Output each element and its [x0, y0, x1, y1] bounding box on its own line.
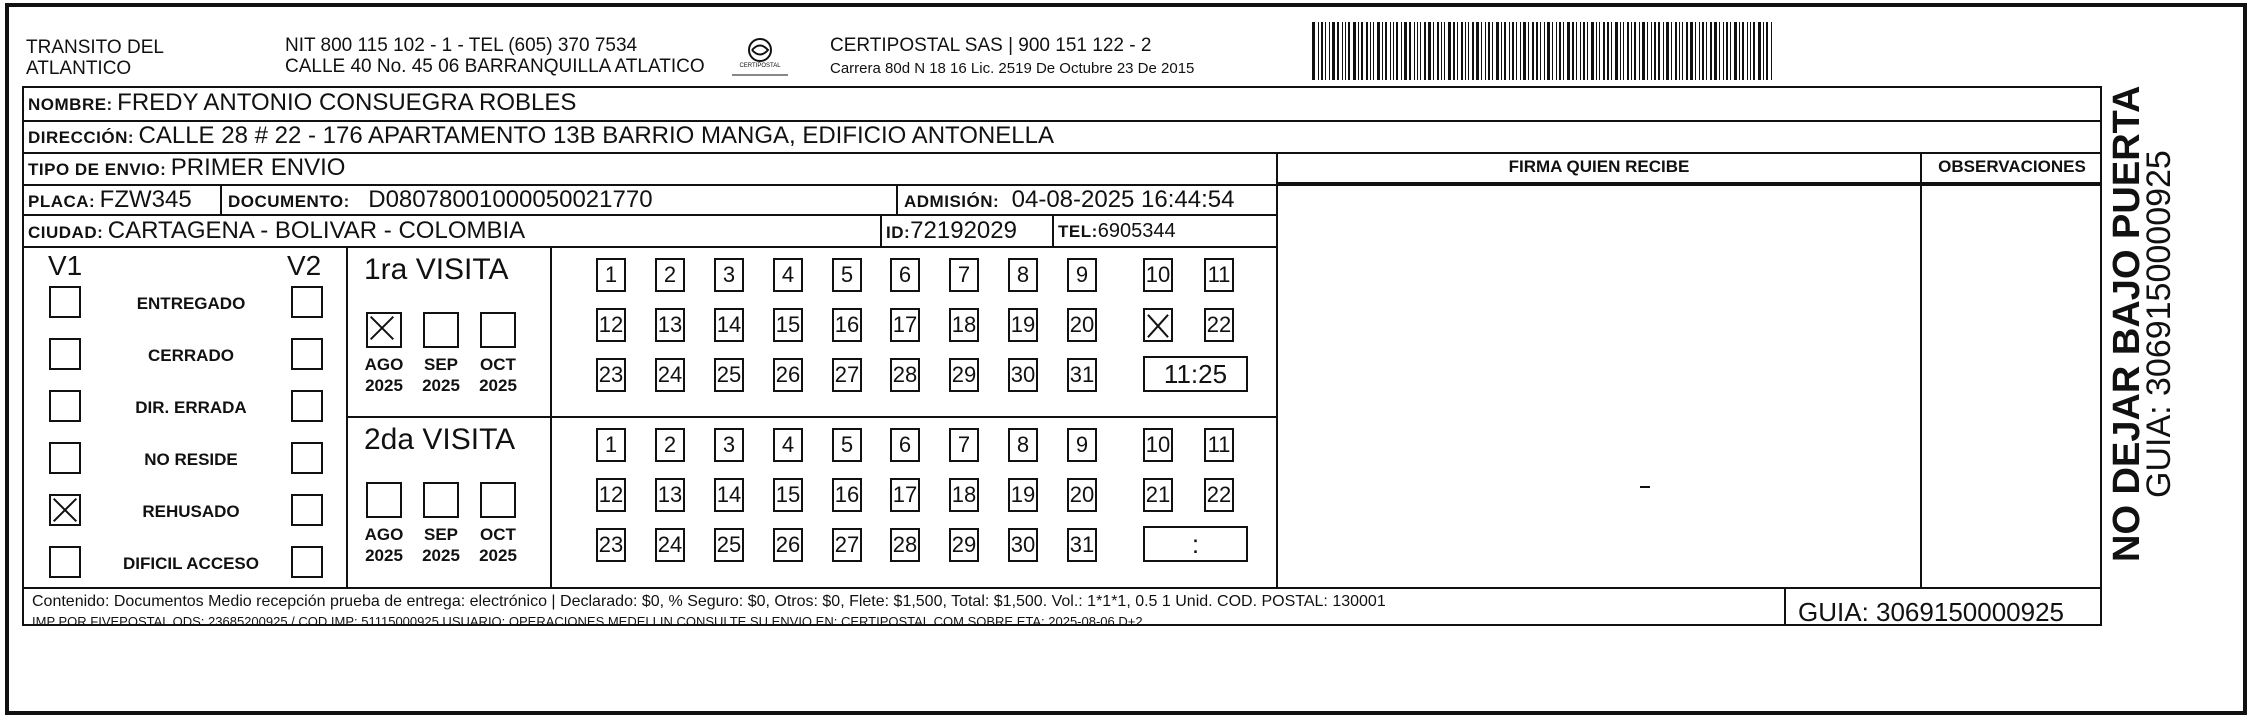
barcode-bar	[1651, 22, 1652, 80]
barcode-bar	[1528, 22, 1529, 80]
logo-text: CERTIPOSTAL	[739, 63, 781, 69]
month-caption	[354, 524, 414, 566]
day-box-27[interactable]: 27	[832, 528, 862, 562]
placa-value: FZW345	[99, 186, 192, 213]
day-box-30[interactable]: 30	[1008, 528, 1038, 562]
year-label: 2025	[365, 546, 403, 565]
v2-checkbox-no-reside[interactable]	[291, 442, 323, 474]
day-box-14[interactable]: 14	[714, 308, 744, 342]
barcode-bar	[1753, 22, 1755, 80]
day-box-21[interactable]	[1143, 308, 1173, 342]
v1-checkbox-entregado[interactable]	[49, 286, 81, 318]
day-box-19[interactable]: 19	[1008, 308, 1038, 342]
row-divider	[22, 587, 2102, 589]
day-box-23[interactable]: 23	[596, 358, 626, 392]
day-box-6[interactable]: 6	[890, 428, 920, 462]
day-box-30[interactable]: 30	[1008, 358, 1038, 392]
footer-print-info: IMP POR FIVEPOSTAL ODS: 23685200925 / COD.IMP: 51115000925 USUARIO: OPERACIONES MEDELLIN CONSULTE SU ENVIO EN: CERTIPOSTAL.COM SOBRE ETA: 2025-08-06 D+2	[32, 614, 1143, 629]
barcode-bar	[1666, 22, 1669, 80]
barcode-bar	[1401, 22, 1402, 80]
side-warning: NO DEJAR BAJO PUERTA	[2106, 85, 2148, 562]
barcode-bar	[1563, 22, 1564, 80]
barcode-bar	[1556, 22, 1557, 80]
barcode-bar	[1726, 22, 1728, 80]
month-label: SEP	[423, 355, 459, 374]
barcode-bar	[1706, 22, 1707, 80]
day-box-15[interactable]: 15	[773, 308, 803, 342]
barcode-bar	[1428, 22, 1431, 80]
barcode-bar	[1457, 22, 1458, 80]
day-box-29[interactable]: 29	[949, 528, 979, 562]
day-box-5[interactable]: 5	[832, 258, 862, 292]
v1-checkbox-dificil-acceso[interactable]	[49, 546, 81, 578]
day-box-1[interactable]: 1	[596, 428, 626, 462]
day-box-25[interactable]: 25	[714, 528, 744, 562]
day-box-24[interactable]: 24	[655, 528, 685, 562]
v1-checkbox-no-reside[interactable]	[49, 442, 81, 474]
barcode-bar	[1596, 22, 1597, 80]
barcode-bar	[1766, 22, 1768, 80]
tel-label: TEL:	[1058, 222, 1098, 241]
barcode-bar	[1396, 22, 1398, 80]
firma-header: FIRMA QUIEN RECIBE	[1508, 157, 1690, 176]
day-box-10[interactable]: 10	[1143, 258, 1173, 292]
barcode-bar	[1342, 22, 1343, 80]
barcode-bar	[1647, 22, 1648, 80]
barcode-bar	[1642, 22, 1645, 80]
day-box-17[interactable]: 17	[890, 478, 920, 512]
barcode-bar	[1377, 22, 1380, 80]
barcode-bar	[1433, 22, 1434, 80]
year-label: 2025	[479, 376, 517, 395]
day-box-3[interactable]: 3	[714, 428, 744, 462]
day-box-20[interactable]: 20	[1067, 308, 1097, 342]
col-divider	[1920, 152, 1922, 587]
status-option-label: NO RESIDE	[144, 450, 238, 469]
id-cell	[886, 216, 1017, 249]
footer-contents: Contenido: Documentos Medio recepción prueba de entrega: electrónico | Declarado: $0, % Seguro: $0, Otros: $0, Flete: $1,500, Total: $1,500. Vol.: 1*1*1, 0.5 1 Unid. COD. POSTAL: 130001	[32, 593, 1386, 610]
barcode-bar	[1312, 22, 1315, 80]
org-line-1: TRANSITO DEL	[26, 37, 164, 58]
v1-header: V1	[48, 250, 83, 281]
barcode-bar	[1675, 22, 1677, 80]
col-divider	[1052, 214, 1054, 246]
barcode-bar	[1654, 22, 1656, 80]
day-box-7[interactable]: 7	[949, 258, 979, 292]
day-box-17[interactable]: 17	[890, 308, 920, 342]
tipo-label: TIPO DE ENVIO:	[28, 160, 167, 179]
nombre-value: FREDY ANTONIO CONSUEGRA ROBLES	[117, 89, 577, 116]
barcode-bar	[1658, 22, 1660, 80]
month-caption	[354, 354, 414, 396]
v1-checkbox-cerrado[interactable]	[49, 338, 81, 370]
year-label: 2025	[479, 546, 517, 565]
barcode-bar	[1747, 22, 1748, 80]
year-label: 2025	[422, 376, 460, 395]
day-box-10[interactable]: 10	[1143, 428, 1173, 462]
barcode-bar	[1488, 22, 1490, 80]
day-box-16[interactable]: 16	[832, 478, 862, 512]
tipo-value: PRIMER ENVIO	[170, 154, 346, 181]
barcode-bar	[1414, 22, 1415, 80]
day-box-22[interactable]: 22	[1204, 308, 1234, 342]
barcode-bar	[1623, 22, 1624, 80]
day-box-12[interactable]: 12	[596, 308, 626, 342]
barcode-bar	[1417, 22, 1418, 80]
day-box-2[interactable]: 2	[655, 258, 685, 292]
nombre-label: NOMBRE:	[28, 95, 113, 114]
day-box-4[interactable]: 4	[773, 428, 803, 462]
barcode-bar	[1536, 22, 1538, 80]
nombre-row	[28, 88, 576, 121]
barcode-bar	[1382, 22, 1383, 80]
v1-checkbox-dir-errada[interactable]	[49, 390, 81, 422]
placa-label: PLACA:	[28, 192, 96, 211]
barcode-bar	[1441, 22, 1442, 80]
day-box-28[interactable]: 28	[890, 528, 920, 562]
barcode-bar	[1370, 22, 1371, 80]
barcode-bar	[1599, 22, 1600, 80]
barcode-bar	[1587, 22, 1588, 80]
month-caption	[411, 354, 471, 396]
day-box-24[interactable]: 24	[655, 358, 685, 392]
barcode-bar	[1607, 22, 1609, 80]
day-box-15[interactable]: 15	[773, 478, 803, 512]
observaciones-header: OBSERVACIONES	[1938, 157, 2086, 176]
barcode-bar	[1634, 22, 1636, 80]
visit-time[interactable]: 11:25	[1143, 356, 1248, 392]
barcode-bar	[1611, 22, 1612, 80]
placa-cell	[28, 185, 192, 218]
visit-time[interactable]: :	[1143, 526, 1248, 562]
barcode-bar	[1465, 22, 1466, 80]
barcode-bar	[1639, 22, 1640, 80]
barcode-bar	[1393, 22, 1394, 80]
barcode-bar	[1496, 22, 1499, 80]
barcode-bar	[1758, 22, 1761, 80]
col-divider	[1276, 152, 1278, 587]
barcode-bar	[1699, 22, 1700, 80]
barcode-bar	[1373, 22, 1374, 80]
org-name	[26, 37, 164, 79]
admision-value: 04-08-2025 16:44:54	[1011, 186, 1235, 213]
month-label: OCT	[480, 525, 516, 544]
day-box-11[interactable]: 11	[1204, 258, 1234, 292]
barcode-bar	[1750, 22, 1751, 80]
barcode-bar	[1739, 22, 1740, 80]
tel-value: 6905344	[1097, 220, 1176, 242]
status-option-label: REHUSADO	[142, 502, 240, 521]
day-box-31[interactable]: 31	[1067, 358, 1097, 392]
barcode-bar	[1552, 22, 1553, 80]
day-box-26[interactable]: 26	[773, 528, 803, 562]
v2-checkbox-cerrado[interactable]	[291, 338, 323, 370]
v2-checkbox-dificil-acceso[interactable]	[291, 546, 323, 578]
direccion-value: CALLE 28 # 22 - 176 APARTAMENTO 13B BARRIO MANGA, EDIFICIO ANTONELLA	[138, 122, 1054, 149]
barcode-bar	[1444, 22, 1445, 80]
barcode-bar	[1437, 22, 1439, 80]
barcode-bar	[1686, 22, 1688, 80]
day-box-12[interactable]: 12	[596, 478, 626, 512]
address-line: CALLE 40 No. 45 06 BARRANQUILLA ATLATICO	[285, 56, 705, 77]
month-checkbox-sep[interactable]	[423, 312, 459, 348]
day-box-27[interactable]: 27	[832, 358, 862, 392]
barcode-bar	[1690, 22, 1693, 80]
day-box-14[interactable]: 14	[714, 478, 744, 512]
day-box-23[interactable]: 23	[596, 528, 626, 562]
barcode-bar	[1321, 22, 1323, 80]
day-box-8[interactable]: 8	[1008, 428, 1038, 462]
barcode-bar	[1723, 22, 1724, 80]
barcode-bar	[1504, 22, 1506, 80]
barcode-bar	[1719, 22, 1720, 80]
direccion-label: DIRECCIÓN:	[28, 128, 135, 147]
barcode-bar	[1631, 22, 1632, 80]
day-box-9[interactable]: 9	[1067, 428, 1097, 462]
day-box-8[interactable]: 8	[1008, 258, 1038, 292]
day-box-13[interactable]: 13	[655, 308, 685, 342]
month-checkbox-sep[interactable]	[423, 482, 459, 518]
direccion-row	[28, 121, 1054, 154]
barcode-bar	[1695, 22, 1696, 80]
day-box-11[interactable]: 11	[1204, 428, 1234, 462]
day-box-9[interactable]: 9	[1067, 258, 1097, 292]
barcode-bar	[1734, 22, 1737, 80]
month-checkbox-ago[interactable]	[366, 312, 402, 348]
barcode-bar	[1409, 22, 1411, 80]
tipo-row	[28, 153, 345, 186]
barcode-bar	[1461, 22, 1463, 80]
barcode-bar	[1390, 22, 1391, 80]
col-divider	[220, 184, 222, 214]
barcode-bar	[1771, 22, 1772, 80]
barcode-bar	[1591, 22, 1594, 80]
certipostal-logo	[730, 35, 790, 79]
barcode-bar	[1492, 22, 1493, 80]
col-divider	[1784, 587, 1786, 626]
barcode-bar	[1332, 22, 1335, 80]
barcode-bar	[1520, 22, 1521, 80]
barcode	[1312, 22, 1940, 80]
id-value: 72192029	[910, 217, 1017, 244]
barcode-bar	[1523, 22, 1526, 80]
day-box-5[interactable]: 5	[832, 428, 862, 462]
barcode-bar	[1559, 22, 1561, 80]
month-caption	[468, 354, 528, 396]
visit-title: 2da VISITA	[364, 423, 516, 456]
barcode-bar	[1679, 22, 1680, 80]
barcode-bar	[1763, 22, 1764, 80]
day-box-25[interactable]: 25	[714, 358, 744, 392]
barcode-bar	[1671, 22, 1672, 80]
barcode-bar	[1329, 22, 1330, 80]
day-box-16[interactable]: 16	[832, 308, 862, 342]
documento-value: D08078001000050021770	[368, 186, 653, 213]
barcode-bar	[1385, 22, 1387, 80]
month-checkbox-oct[interactable]	[480, 312, 516, 348]
ciudad-cell	[28, 216, 525, 249]
day-box-18[interactable]: 18	[949, 308, 979, 342]
day-box-1[interactable]: 1	[596, 258, 626, 292]
day-box-22[interactable]: 22	[1204, 478, 1234, 512]
day-box-4[interactable]: 4	[773, 258, 803, 292]
status-option-label: ENTREGADO	[136, 294, 246, 313]
day-box-31[interactable]: 31	[1067, 528, 1097, 562]
barcode-bar	[1567, 22, 1570, 80]
barcode-bar	[1742, 22, 1744, 80]
barcode-bar	[1702, 22, 1704, 80]
barcode-bar	[1472, 22, 1474, 80]
barcode-bar	[1476, 22, 1479, 80]
day-box-18[interactable]: 18	[949, 478, 979, 512]
footer-guia: GUIA: 3069150000925	[1798, 597, 2064, 627]
month-label: SEP	[423, 525, 459, 544]
barcode-bar	[1404, 22, 1407, 80]
barcode-bar	[1361, 22, 1363, 80]
barcode-bar	[1448, 22, 1451, 80]
admision-cell	[904, 185, 1234, 218]
day-box-2[interactable]: 2	[655, 428, 685, 462]
status-option-label: DIR. ERRADA	[135, 398, 247, 417]
day-box-7[interactable]: 7	[949, 428, 979, 462]
barcode-bar	[1509, 22, 1510, 80]
visit-title: 1ra VISITA	[364, 253, 509, 286]
id-label: ID:	[886, 223, 911, 242]
barcode-bar	[1318, 22, 1319, 80]
day-box-6[interactable]: 6	[890, 258, 920, 292]
col-divider	[880, 214, 882, 246]
carrier-license: Carrera 80d N 18 16 Lic. 2519 De Octubre 23 De 2015	[830, 60, 1195, 77]
documento-cell	[228, 185, 653, 218]
side-guia: GUIA: 3069150000925	[2140, 150, 2178, 498]
barcode-bar	[1714, 22, 1717, 80]
month-checkbox-ago[interactable]	[366, 482, 402, 518]
barcode-bar	[1730, 22, 1731, 80]
barcode-bar	[1468, 22, 1469, 80]
barcode-bar	[1358, 22, 1359, 80]
status-option-label: DIFICIL ACCESO	[122, 554, 259, 573]
month-caption	[411, 524, 471, 566]
day-box-13[interactable]: 13	[655, 478, 685, 512]
month-checkbox-oct[interactable]	[480, 482, 516, 518]
month-label: AGO	[364, 525, 404, 544]
month-caption	[468, 524, 528, 566]
barcode-bar	[1366, 22, 1368, 80]
barcode-bar	[1485, 22, 1486, 80]
day-box-29[interactable]: 29	[949, 358, 979, 392]
barcode-bar	[1481, 22, 1482, 80]
barcode-bar	[1345, 22, 1346, 80]
day-box-26[interactable]: 26	[773, 358, 803, 392]
col-divider	[896, 184, 898, 214]
row-divider	[1278, 182, 2102, 184]
org-line-2: ATLANTICO	[26, 58, 132, 79]
day-box-3[interactable]: 3	[714, 258, 744, 292]
day-box-20[interactable]: 20	[1067, 478, 1097, 512]
day-box-19[interactable]: 19	[1008, 478, 1038, 512]
v2-checkbox-entregado[interactable]	[291, 286, 323, 318]
barcode-bar	[1682, 22, 1683, 80]
barcode-bar	[1620, 22, 1621, 80]
barcode-bar	[1325, 22, 1326, 80]
barcode-bar	[1572, 22, 1574, 80]
status-option-label: CERRADO	[148, 346, 234, 365]
logo-icon	[730, 35, 790, 79]
barcode-bar	[1544, 22, 1545, 80]
barcode-bar	[1580, 22, 1581, 80]
barcode-bar	[1583, 22, 1585, 80]
barcode-bar	[1453, 22, 1455, 80]
ciudad-value: CARTAGENA - BOLIVAR - COLOMBIA	[107, 217, 526, 244]
ciudad-label: CIUDAD:	[28, 223, 104, 242]
v2-checkbox-rehusado[interactable]	[291, 494, 323, 526]
barcode-bar	[1516, 22, 1517, 80]
month-label: AGO	[364, 355, 404, 374]
admision-label: ADMISIÓN:	[904, 192, 1000, 211]
barcode-bar	[1501, 22, 1502, 80]
barcode-bar	[1348, 22, 1350, 80]
barcode-bar	[1547, 22, 1550, 80]
org-contact	[285, 35, 705, 77]
day-box-28[interactable]: 28	[890, 358, 920, 392]
barcode-bar	[1424, 22, 1426, 80]
documento-label: DOCUMENTO:	[228, 192, 350, 211]
barcode-bar	[1627, 22, 1629, 80]
barcode-bar	[1532, 22, 1534, 80]
barcode-bar	[1420, 22, 1421, 80]
barcode-bar	[1615, 22, 1618, 80]
signature-mark	[1640, 486, 1650, 488]
row-divider	[346, 416, 1276, 418]
year-label: 2025	[422, 546, 460, 565]
barcode-bar	[1663, 22, 1664, 80]
v1-checkbox-rehusado[interactable]	[49, 494, 81, 526]
nit-line: NIT 800 115 102 - 1 - TEL (605) 370 7534	[285, 35, 638, 56]
barcode-bar	[1512, 22, 1514, 80]
tel-cell	[1058, 216, 1176, 248]
barcode-bar	[1540, 22, 1541, 80]
barcode-bar	[1603, 22, 1605, 80]
carrier-line: CERTIPOSTAL SAS | 900 151 122 - 2	[830, 35, 1152, 56]
year-label: 2025	[365, 376, 403, 395]
barcode-bar	[1710, 22, 1712, 80]
month-label: OCT	[480, 355, 516, 374]
v2-checkbox-dir-errada[interactable]	[291, 390, 323, 422]
barcode-bar	[1337, 22, 1339, 80]
v2-header: V2	[287, 250, 322, 281]
barcode-bar	[1353, 22, 1356, 80]
barcode-bar	[1576, 22, 1577, 80]
day-box-21[interactable]: 21	[1143, 478, 1173, 512]
